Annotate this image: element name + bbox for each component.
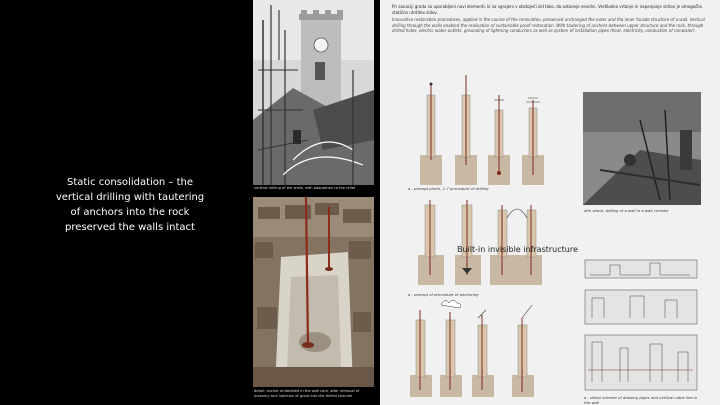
anchor-sequence-label: a - prompt of procedure of anchoring bbox=[408, 292, 479, 297]
drill-sequence-label: a - prompt photo, 1-7 procedure of drilling bbox=[408, 186, 489, 191]
caption-line: Static consolidation – the bbox=[66, 177, 193, 188]
caption-line: vertical drilling with tautering bbox=[55, 192, 205, 203]
intro-local: Pri sanaciji gradu so uporabljeni novi elementi, ki so vgrajeni v obstoječi zid tako, da ostanejo nevidni. Vertikalno vrtanje in napenjanje sidrov je omogočilo statično utrditev zidov. bbox=[392, 4, 702, 15]
built-in-infrastructure-label: Built-in invisible infrastructure bbox=[457, 245, 578, 254]
drill-sequence-diagram bbox=[420, 75, 544, 185]
caption-line: of anchors into the rock bbox=[70, 207, 190, 218]
section-drawings-label: a - detail scheme of drawing pipes and vertical cable line in the wall bbox=[584, 395, 698, 405]
drill-stand-photo bbox=[583, 92, 701, 205]
anchor-sequence-diagram bbox=[418, 200, 542, 285]
installation-sequence-diagram bbox=[410, 300, 534, 397]
photo-bottom-caption: detail: anchor embedded in the wall core, after removal of masonry and injection of grout into the drilled channel bbox=[254, 389, 360, 398]
drill-stand-label: drill stand, drilling of a wall in a wall corridor bbox=[584, 208, 669, 213]
photo-top-caption: vertical drilling of the walls, with adaptation to the relief bbox=[254, 186, 356, 190]
intro-english: Innovative restoration procedures, applied in the course of the renovation, preserved unchanged the outer and the inner facade structure of a wall. Vertical drilling through the walls enabled the realisation of sustainable proof restoration. With tautering of anchors between upper structure and the rock, through drilled holes, electric water outlets, grounding of lightning conductors as well as system of installation pipes (heat, electricity, conduction of rainwater). bbox=[392, 17, 705, 34]
caption-line: preserved the walls intact bbox=[65, 222, 195, 233]
section-drawings bbox=[585, 260, 697, 390]
